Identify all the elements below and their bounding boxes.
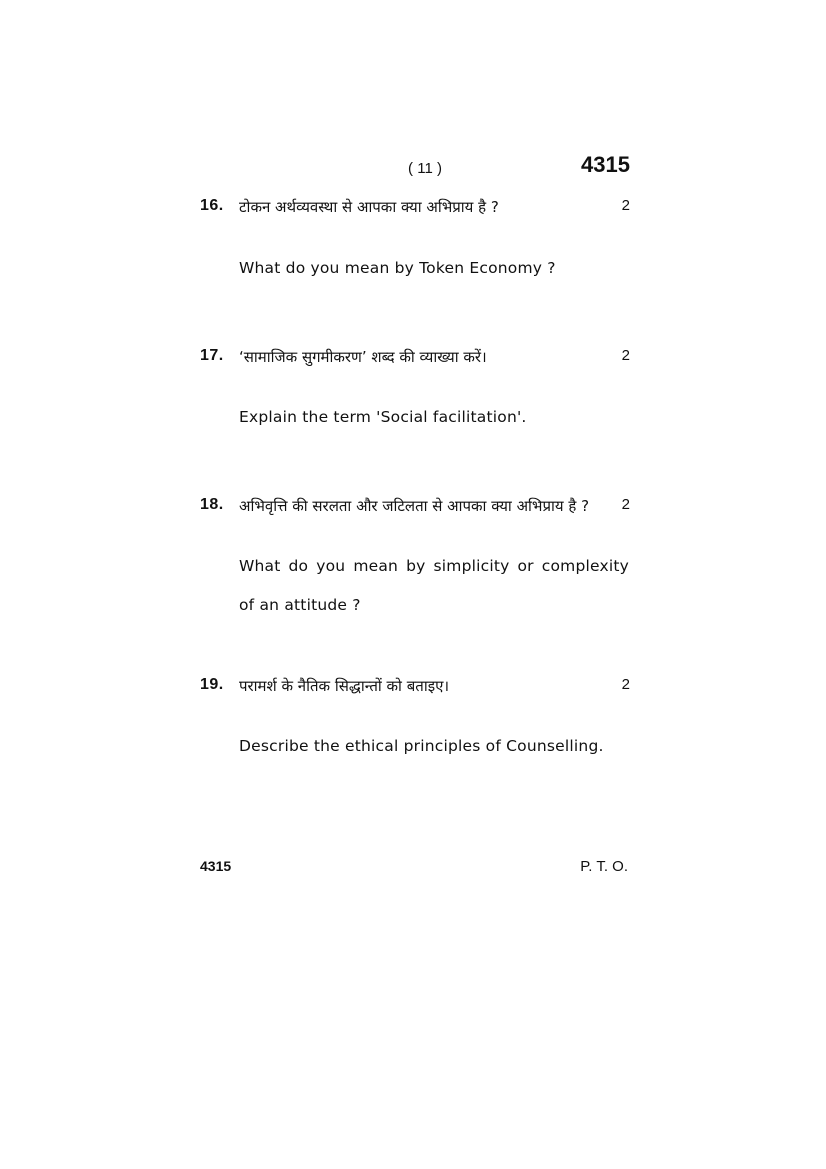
pto-label: P. T. O. bbox=[580, 858, 628, 875]
question-number: 18. bbox=[200, 496, 224, 513]
question-17 bbox=[200, 347, 630, 426]
question-hindi-text: अभिवृत्ति की सरलता और जटिलता से आपका क्या अभिप्राय है ? bbox=[239, 497, 590, 515]
question-marks: 2 bbox=[621, 676, 630, 693]
question-marks: 2 bbox=[621, 197, 630, 214]
question-english-text: What do you mean by Token Economy ? bbox=[239, 259, 556, 277]
paper-code-footer: 4315 bbox=[200, 858, 232, 874]
question-hindi-text: टोकन अर्थव्यवस्था से आपका क्या अभिप्राय है ? bbox=[239, 198, 499, 216]
question-number: 16. bbox=[200, 197, 224, 214]
question-number: 17. bbox=[200, 347, 224, 364]
question-hindi-text: परामर्श के नैतिक सिद्धान्तों को बताइए। bbox=[239, 677, 450, 695]
question-number: 19. bbox=[200, 676, 224, 693]
question-19 bbox=[200, 676, 630, 755]
question-english-text: Explain the term 'Social facilitation'. bbox=[239, 408, 527, 426]
question-hindi-text: ‘सामाजिक सुगमीकरण’ शब्द की व्याख्या करें। bbox=[239, 348, 487, 366]
page-number: ( 11 ) bbox=[408, 160, 442, 177]
paper-code-header: 4315 bbox=[581, 152, 630, 177]
question-16 bbox=[200, 197, 630, 277]
question-marks: 2 bbox=[621, 496, 630, 513]
question-18 bbox=[200, 496, 630, 614]
question-english-text: Describe the ethical principles of Counselling. bbox=[239, 737, 604, 755]
question-english-text: What do you mean by simplicity or complexity of an attitude ? bbox=[239, 557, 629, 614]
question-marks: 2 bbox=[621, 347, 630, 364]
